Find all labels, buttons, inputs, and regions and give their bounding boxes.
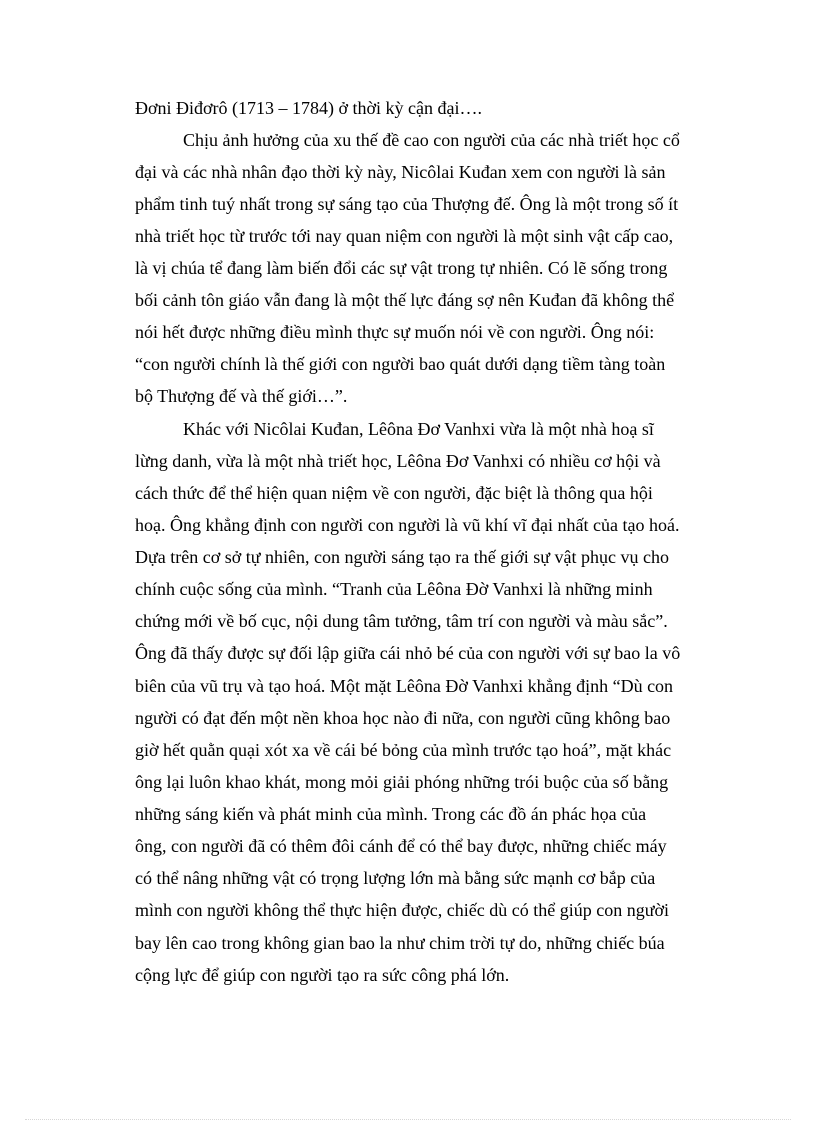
text-line: biên của vũ trụ và tạo hoá. Một mặt Lêôna Đờ Vanhxi khẳng định “Dù con (135, 676, 674, 696)
text-line: bay lên cao trong không gian bao la như chim trời tự do, những chiếc búa (135, 933, 665, 953)
text-line: người có đạt đến một nền khoa học nào đi nữa, con người cũng không bao (135, 708, 671, 728)
text-line: có thể nâng những vật có trọng lượng lớn mà bằng sức mạnh cơ bắp của (135, 868, 656, 888)
text-line: phẩm tinh tuý nhất trong sự sáng tạo của Thượng đế. Ông là một trong số ít (135, 194, 679, 214)
text-line: cách thức để thể hiện quan niệm về con người, đặc biệt là thông qua hội (135, 483, 653, 503)
text-line: bộ Thượng đế và thế giới…”. (135, 386, 348, 406)
text-line: bối cảnh tôn giáo vẫn đang là một thế lực đáng sợ nên Kuđan đã không thể (135, 290, 675, 310)
text-line: đại và các nhà nhân đạo thời kỳ này, Nicôlai Kuđan xem con người là sản (135, 162, 666, 182)
text-line: hoạ. Ông khẳng định con người con người là vũ khí vĩ đại nhất của tạo hoá. (135, 515, 680, 535)
text-line: lừng danh, vừa là một nhà triết học, Lêôna Đơ Vanhxi có nhiều cơ hội và (135, 451, 661, 471)
text-line: mình con người không thể thực hiện được, chiếc dù có thể giúp con người (135, 900, 669, 920)
text-line: Đơni Điđơrô (1713 – 1784) ở thời kỳ cận đại…. (135, 98, 483, 118)
text-line: chứng mới về bố cục, nội dung tâm tưởng, tâm trí con người và màu sắc”. (135, 611, 668, 631)
text-line: giờ hết quằn quại xót xa về cái bé bỏng của mình trước tạo hoá”, mặt khác (135, 740, 672, 760)
text-line: ông, con người đã có thêm đôi cánh để có thể bay được, những chiếc máy (135, 836, 667, 856)
page-bottom-divider (25, 1119, 791, 1120)
text-line: những sáng kiến và phát minh của mình. Trong các đồ án phác họa của (135, 804, 647, 824)
text-line: “con người chính là thế giới con người bao quát dưới dạng tiềm tàng toàn (135, 354, 666, 374)
text-line: nói hết được những điều mình thực sự muốn nói về con người. Ông nói: (135, 322, 655, 342)
text-line: ông lại luôn khao khát, mong mỏi giải phóng những trói buộc của số bằng (135, 772, 669, 792)
text-line: Chịu ảnh hưởng của xu thế đề cao con người của các nhà triết học cổ (183, 130, 680, 150)
text-line: chính cuộc sống của mình. “Tranh của Lêôna Đờ Vanhxi là những minh (135, 579, 653, 599)
text-line: nhà triết học từ trước tới nay quan niệm con người là một sinh vật cấp cao, (135, 226, 674, 246)
text-line: là vị chúa tể đang làm biến đổi các sự vật trong tự nhiên. Có lẽ sống trong (135, 258, 668, 278)
text-line: cộng lực để giúp con người tạo ra sức công phá lớn. (135, 965, 510, 985)
text-line: Khác với Nicôlai Kuđan, Lêôna Đơ Vanhxi vừa là một nhà hoạ sĩ (183, 419, 654, 439)
text-line: Ông đã thấy được sự đối lập giữa cái nhỏ bé của con người với sự bao la vô (135, 643, 681, 663)
text-line: Dựa trên cơ sở tự nhiên, con người sáng tạo ra thế giới sự vật phục vụ cho (135, 547, 669, 567)
